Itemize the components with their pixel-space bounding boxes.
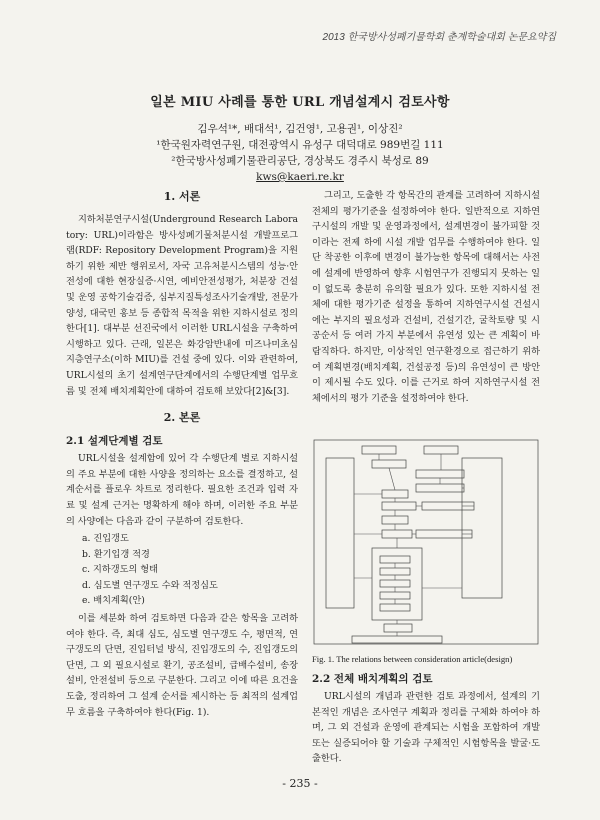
flow-box [424, 446, 458, 454]
right-column [312, 188, 540, 406]
design-item-list [82, 531, 298, 609]
subsection-2-1-paragraph-1: URL시설을 설계함에 있어 각 수행단계 별로 지하시설의 주요 부분에 대한 사양을 정의하는 요소를 결정하고, 설계순서를 플로우 차트로 정리한다. 필요한 조건과 입력 자료 및 설계 근거는 명확하게 해야 하며, 이러한 주요 부분의 사양에는 다음과 같이 구분하여 검토한다. [66, 453, 298, 527]
flow-box [380, 580, 410, 587]
flow-box [384, 624, 412, 632]
list-item: d. 심도별 연구갱도 수와 적정심도 [82, 579, 218, 591]
subsection-2-1-title: 2.1 설계단계별 검토 [66, 435, 163, 448]
flow-box [380, 556, 410, 563]
flow-box [382, 530, 412, 538]
affiliation-1: ¹한국원자력연구원, 대전광역시 유성구 대덕대로 989번길 111 [156, 139, 444, 151]
subsection-2-2-paragraph: URL시설의 개념과 관련한 검토 과정에서, 설계의 기본적인 개념은 조사연구 계획과 정리를 구체화 하여야 하며, 그 외 건설과 운영에 관계되는 시험을 포함하여 개발 또는 실증되어야 할 기술과 구체적인 시험항목을 발굴·도출한다. [312, 691, 540, 765]
author-block [0, 121, 600, 185]
list-item: c. 지하갱도의 형태 [82, 564, 159, 576]
flow-box [382, 516, 408, 524]
subsection-2-1-paragraph-2: 이를 세분화 하여 검토하면 다음과 같은 항목을 고려하여야 한다. 즉, 최대 심도, 심도별 연구갱도 수, 평면적, 연구갱도의 단면, 진입터널 방식, 진입갱도의 수, 진입갱도의 단면, 그 외 필요시설로 환기, 공조설비, 급배수설비, 송장설비, 안전설비 등으로 구분한다. 그리고 이에 따른 요건을 도출, 정리하여 그 설계 순서를 제시하는 등 최적의 설계업무 흐름을 구축하여야 한다(Fig. 1). [66, 613, 298, 718]
flow-box [380, 604, 410, 611]
feedback-loop [326, 458, 354, 608]
flow-group-box [372, 548, 422, 620]
left-column [66, 188, 298, 720]
author-list: 김우석¹*, 배대석¹, 김건영¹, 고용권¹, 이상진² [197, 123, 403, 135]
subsection-2-2-title: 2.2 전체 배치계획의 검토 [312, 673, 433, 685]
feedback-loop [462, 458, 502, 598]
page-number: - 235 - [282, 777, 318, 790]
list-item: b. 환기입갱 적경 [82, 548, 150, 560]
flowchart-diagram [312, 438, 540, 648]
list-item: a. 진입갱도 [82, 533, 129, 545]
flow-box [352, 636, 442, 643]
figure-frame [314, 440, 538, 644]
flow-box [362, 446, 396, 454]
flow-box [372, 460, 406, 468]
paper-title: 일본 MIU 사례를 통한 URL 개념설계시 검토사항 [150, 95, 450, 110]
flow-box [382, 502, 416, 510]
flow-box [382, 490, 408, 498]
flow-box [380, 592, 410, 599]
right-column-lower [312, 671, 540, 767]
section-main-title: 2. 본론 [163, 411, 201, 425]
list-item: e. 배치계획(안) [82, 595, 145, 607]
conference-header: 2013 한국방사성폐기물학회 춘계학술대회 논문요약집 [322, 32, 556, 43]
design-flow-figure [312, 438, 540, 648]
section-intro-title: 1. 서론 [163, 190, 201, 203]
flow-box [416, 484, 464, 492]
figure-caption: Fig. 1. The relations between consideration article(design) [312, 654, 513, 664]
evaluation-paragraph: 그리고, 도출한 각 항목간의 관계를 고려하여 지하시설 전체의 평가기준을 설정하여야 한다. 일반적으로 지하연구시설의 개발 및 운영과정에서, 설계변경이 불가피할 것이라는 전제 하에 시설 개발 업무를 수행하여야 한다. 일단 착공한 이후에 변경이 불가능한 항목에 대해서는 사전에 설계에 반영하여 향후 시험연구가 진행되지 못하는 일이 없도록 충분히 유의할 필요가 있다. 또한 지하시설 전체에 대한 평가기준 설정을 통하여 지하연구시설 건설시에는 부지의 필요성과 건설비, 건설기간, 굴착토량 및 시공순서 등 여러 가지 부분에서 유연성 있는 큰 계획이 바람직하다. 하지만, 이상적인 연구환경으로 접근하기 위하여 계획변경(배치계획, 건설공정 등)의 유연성이 큰 방안이 제시될 수도 있다. 이를 근거로 하여 지하연구시설 전체에서의 평가 기준을 설정하여야 한다. [312, 190, 540, 404]
intro-paragraph: 지하처분연구시설(Underground Research Laboratory: URL)이라함은 방사성폐기물처분시설 개발프로그램(RDF: Repository Development Program)을 지원하기 위한 제반 행위로서, 자국 고유처분시스템의 성능·안전성에 대한 현장실증·시연, 예비안전성평가, 처분장 건설 및 운영 공학기술검증, 심부지질특성조사기술개발, 전문가 양성, 대국민 홍보 등 종합적 목적을 위한 지하시설로 정의한다[1]. 대부분 선진국에서 이러한 URL시설을 구축하여 시행하고 있다. 근래, 일본은 화강암반내에 미즈나미초심지층연구소(이하 MIU)를 건설 중에 있다. 이와 관련하여, URL시설의 초기 설계연구단계에서의 수행단계별 업무흐름 및 전체 배치계획안에 대하여 검토해 보았다[2]&[3]. [66, 214, 298, 397]
affiliation-2: ²한국방사성폐기물관리공단, 경상북도 경주시 북성로 89 [171, 155, 429, 167]
author-email[interactable]: kws@kaeri.re.kr [256, 171, 344, 183]
flow-box [380, 568, 410, 575]
flow-box [416, 470, 464, 478]
